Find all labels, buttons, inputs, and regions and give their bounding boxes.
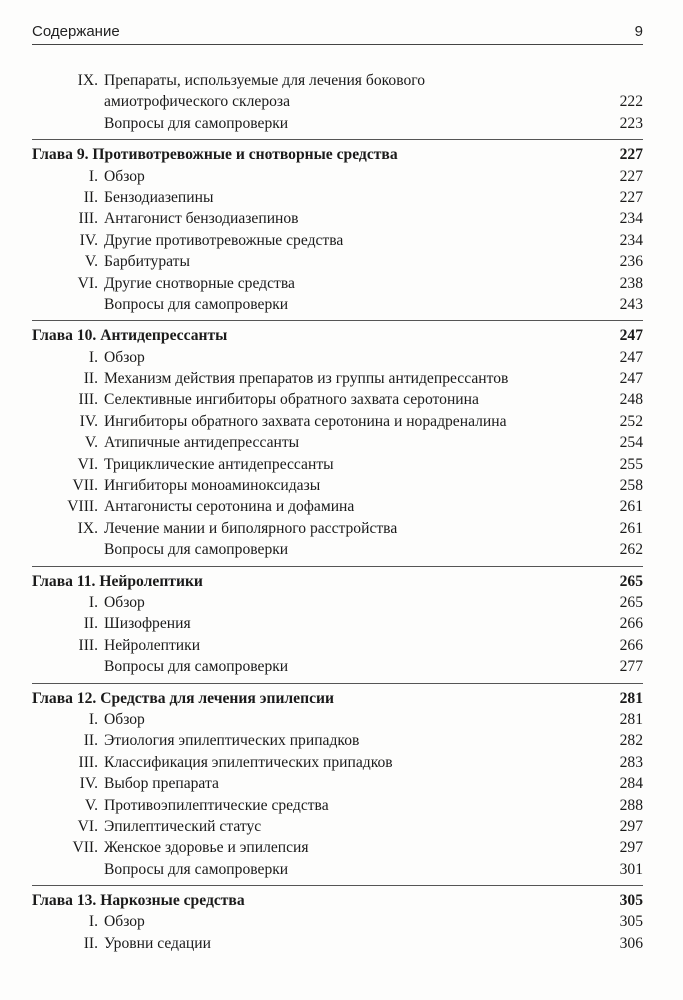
section-page-number: 282 (619, 732, 643, 750)
chapter-title: Глава 11. Нейролептики (32, 572, 203, 590)
section-title: Лечение мании и биполярного расстройства (104, 519, 398, 537)
toc-entry (32, 635, 643, 656)
toc-entry (32, 454, 643, 475)
section-numeral: II. (83, 188, 98, 206)
chapter-page-number: 281 (619, 689, 643, 707)
section-title: Ингибиторы обратного захвата серотонина и норадреналина (104, 412, 507, 430)
section-numeral: III. (78, 210, 98, 228)
section-page-number: 305 (619, 913, 643, 931)
section-title: Обзор (104, 593, 145, 611)
section-title: Бензодиазепины (104, 188, 214, 206)
section-page-number: 261 (619, 498, 643, 516)
section-numeral: III. (78, 636, 98, 654)
section-page-number: 297 (619, 817, 643, 835)
chapter-heading (32, 688, 643, 709)
toc-entry (32, 539, 643, 560)
section-numeral: VIII. (67, 498, 98, 516)
chapter-heading (32, 325, 643, 346)
section-numeral: IX. (77, 519, 98, 537)
page-number: 9 (634, 23, 643, 40)
section-title: Атипичные антидепрессанты (104, 434, 300, 452)
chapter-divider (32, 320, 643, 321)
toc-entry (32, 752, 643, 773)
table-of-contents (32, 70, 643, 954)
section-numeral: VII. (72, 839, 98, 857)
section-numeral: V. (84, 434, 98, 452)
section-numeral: III. (78, 753, 98, 771)
section-title: Препараты, используемые для лечения бокового (104, 72, 426, 89)
toc-entry (32, 709, 643, 730)
toc-entry (32, 592, 643, 613)
toc-entry (32, 230, 643, 251)
chapter-title: Глава 10. Антидепрессанты (32, 327, 228, 345)
section-title: Выбор препарата (104, 775, 219, 793)
toc-entry (32, 273, 643, 294)
section-numeral: V. (84, 796, 98, 814)
toc-entry (32, 911, 643, 932)
running-head-title: Содержание (32, 23, 120, 40)
section-title: Антагонист бензодиазепинов (104, 210, 299, 228)
section-page-number: 306 (619, 934, 643, 952)
section-title: Селективные ингибиторы обратного захвата серотонина (104, 391, 479, 409)
section-title: Обзор (104, 348, 145, 366)
section-numeral: II. (83, 370, 98, 388)
section-title: Женское здоровье и эпилепсия (104, 839, 309, 857)
section-page-number: 236 (619, 253, 643, 271)
chapter-title: Глава 12. Средства для лечения эпилепсии (32, 689, 334, 707)
header-divider (32, 44, 643, 45)
section-page-number: 234 (619, 210, 643, 228)
section-page-number: 288 (619, 796, 643, 814)
toc-entry (32, 411, 643, 432)
section-numeral: I. (88, 913, 98, 931)
chapter-divider (32, 139, 643, 140)
section-title: Вопросы для самопроверки (104, 541, 289, 559)
chapter-heading (32, 571, 643, 592)
section-page-number: 281 (619, 710, 643, 728)
section-page-number: 301 (619, 860, 643, 878)
section-page-number: 284 (619, 775, 643, 793)
toc-entry (32, 70, 643, 91)
section-title: Вопросы для самопроверки (104, 295, 289, 313)
section-title: Обзор (104, 913, 145, 931)
chapter-heading (32, 144, 643, 165)
toc-entry (32, 113, 643, 134)
toc-entry (32, 816, 643, 837)
toc-entry (32, 294, 643, 315)
section-title: Другие противотревожные средства (104, 231, 344, 249)
toc-entry (32, 251, 643, 272)
section-numeral: VI. (77, 817, 98, 835)
toc-entry (32, 518, 643, 539)
section-title: Трициклические антидепрессанты (104, 455, 334, 473)
section-page-number: 243 (619, 295, 643, 313)
section-title: Барбитураты (104, 253, 190, 271)
section-numeral: I. (88, 167, 98, 185)
chapter-page-number: 227 (619, 146, 643, 164)
section-page-number: 262 (619, 541, 643, 559)
section-page-number: 247 (619, 348, 643, 366)
running-head (32, 23, 643, 45)
section-page-number: 283 (619, 753, 643, 771)
section-title: Другие снотворные средства (104, 274, 295, 292)
section-page-number: 266 (619, 636, 643, 654)
section-numeral: II. (83, 615, 98, 633)
section-numeral: VI. (77, 274, 98, 292)
section-page-number: 222 (619, 93, 643, 111)
section-title: Антагонисты серотонина и дофамина (104, 498, 355, 516)
section-numeral: I. (88, 348, 98, 366)
chapter-divider (32, 683, 643, 684)
section-numeral: II. (83, 732, 98, 750)
section-title: Классификация эпилептических припадков (104, 753, 393, 771)
section-title: Вопросы для самопроверки (104, 860, 289, 878)
section-title: Вопросы для самопроверки (104, 658, 289, 676)
section-page-number: 277 (619, 658, 643, 676)
section-page-number: 227 (619, 167, 643, 185)
toc-entry (32, 347, 643, 368)
toc-entry (32, 368, 643, 389)
section-title: Вопросы для самопроверки (104, 114, 289, 132)
toc-entry (32, 432, 643, 453)
section-title: Противоэпилептические средства (104, 796, 329, 814)
toc-entry (32, 837, 643, 858)
toc-entry (32, 773, 643, 794)
toc-entry (32, 859, 643, 880)
toc-entry (32, 933, 643, 954)
section-page-number: 227 (619, 188, 643, 206)
section-numeral: IV. (79, 775, 98, 793)
section-page-number: 266 (619, 615, 643, 633)
chapter-divider (32, 885, 643, 886)
section-title: Обзор (104, 167, 145, 185)
section-title: Обзор (104, 710, 145, 728)
section-numeral: IV. (79, 412, 98, 430)
toc-entry (32, 475, 643, 496)
section-page-number: 247 (619, 370, 643, 388)
section-page-number: 252 (619, 412, 643, 430)
chapter-heading (32, 890, 643, 911)
section-numeral: VI. (77, 455, 98, 473)
section-title: Эпилептический статус (104, 817, 262, 835)
chapter-title: Глава 13. Наркозные средства (32, 892, 245, 910)
section-title: Уровни седации (104, 934, 211, 952)
section-numeral: I. (88, 593, 98, 611)
toc-entry (32, 208, 643, 229)
chapter-page-number: 265 (619, 572, 643, 590)
toc-entry (32, 613, 643, 634)
section-numeral: I. (88, 710, 98, 728)
section-title: Нейролептики (104, 636, 201, 654)
toc-entry (32, 795, 643, 816)
toc-entry (32, 166, 643, 187)
section-page-number: 248 (619, 391, 643, 409)
section-numeral: V. (84, 253, 98, 271)
section-page-number: 223 (619, 114, 643, 132)
toc-entry (32, 187, 643, 208)
toc-entry (32, 389, 643, 410)
section-title: Ингибиторы моноаминоксидазы (104, 477, 321, 495)
section-page-number: 255 (619, 455, 643, 473)
section-page-number: 254 (619, 434, 643, 452)
section-title: Шизофрения (104, 615, 191, 633)
section-page-number: 238 (619, 274, 643, 292)
section-title: Механизм действия препаратов из группы антидепрессантов (104, 370, 509, 388)
section-page-number: 261 (619, 519, 643, 537)
section-page-number: 234 (619, 231, 643, 249)
section-page-number: 265 (619, 593, 643, 611)
toc-entry (32, 730, 643, 751)
section-title: амиотрофического склероза (104, 93, 291, 111)
toc-entry (32, 656, 643, 677)
section-numeral: II. (83, 934, 98, 952)
toc-entry (32, 91, 643, 112)
section-numeral: III. (78, 391, 98, 409)
section-numeral: IV. (79, 231, 98, 249)
section-title: Этиология эпилептических припадков (104, 732, 360, 750)
section-numeral: VII. (72, 477, 98, 495)
chapter-page-number: 247 (619, 327, 643, 345)
chapter-divider (32, 566, 643, 567)
chapter-page-number: 305 (619, 892, 643, 910)
section-page-number: 258 (619, 477, 643, 495)
chapter-title: Глава 9. Противотревожные и снотворные средства (32, 146, 398, 164)
section-numeral: IX. (77, 72, 98, 89)
section-page-number: 297 (619, 839, 643, 857)
toc-entry (32, 496, 643, 517)
